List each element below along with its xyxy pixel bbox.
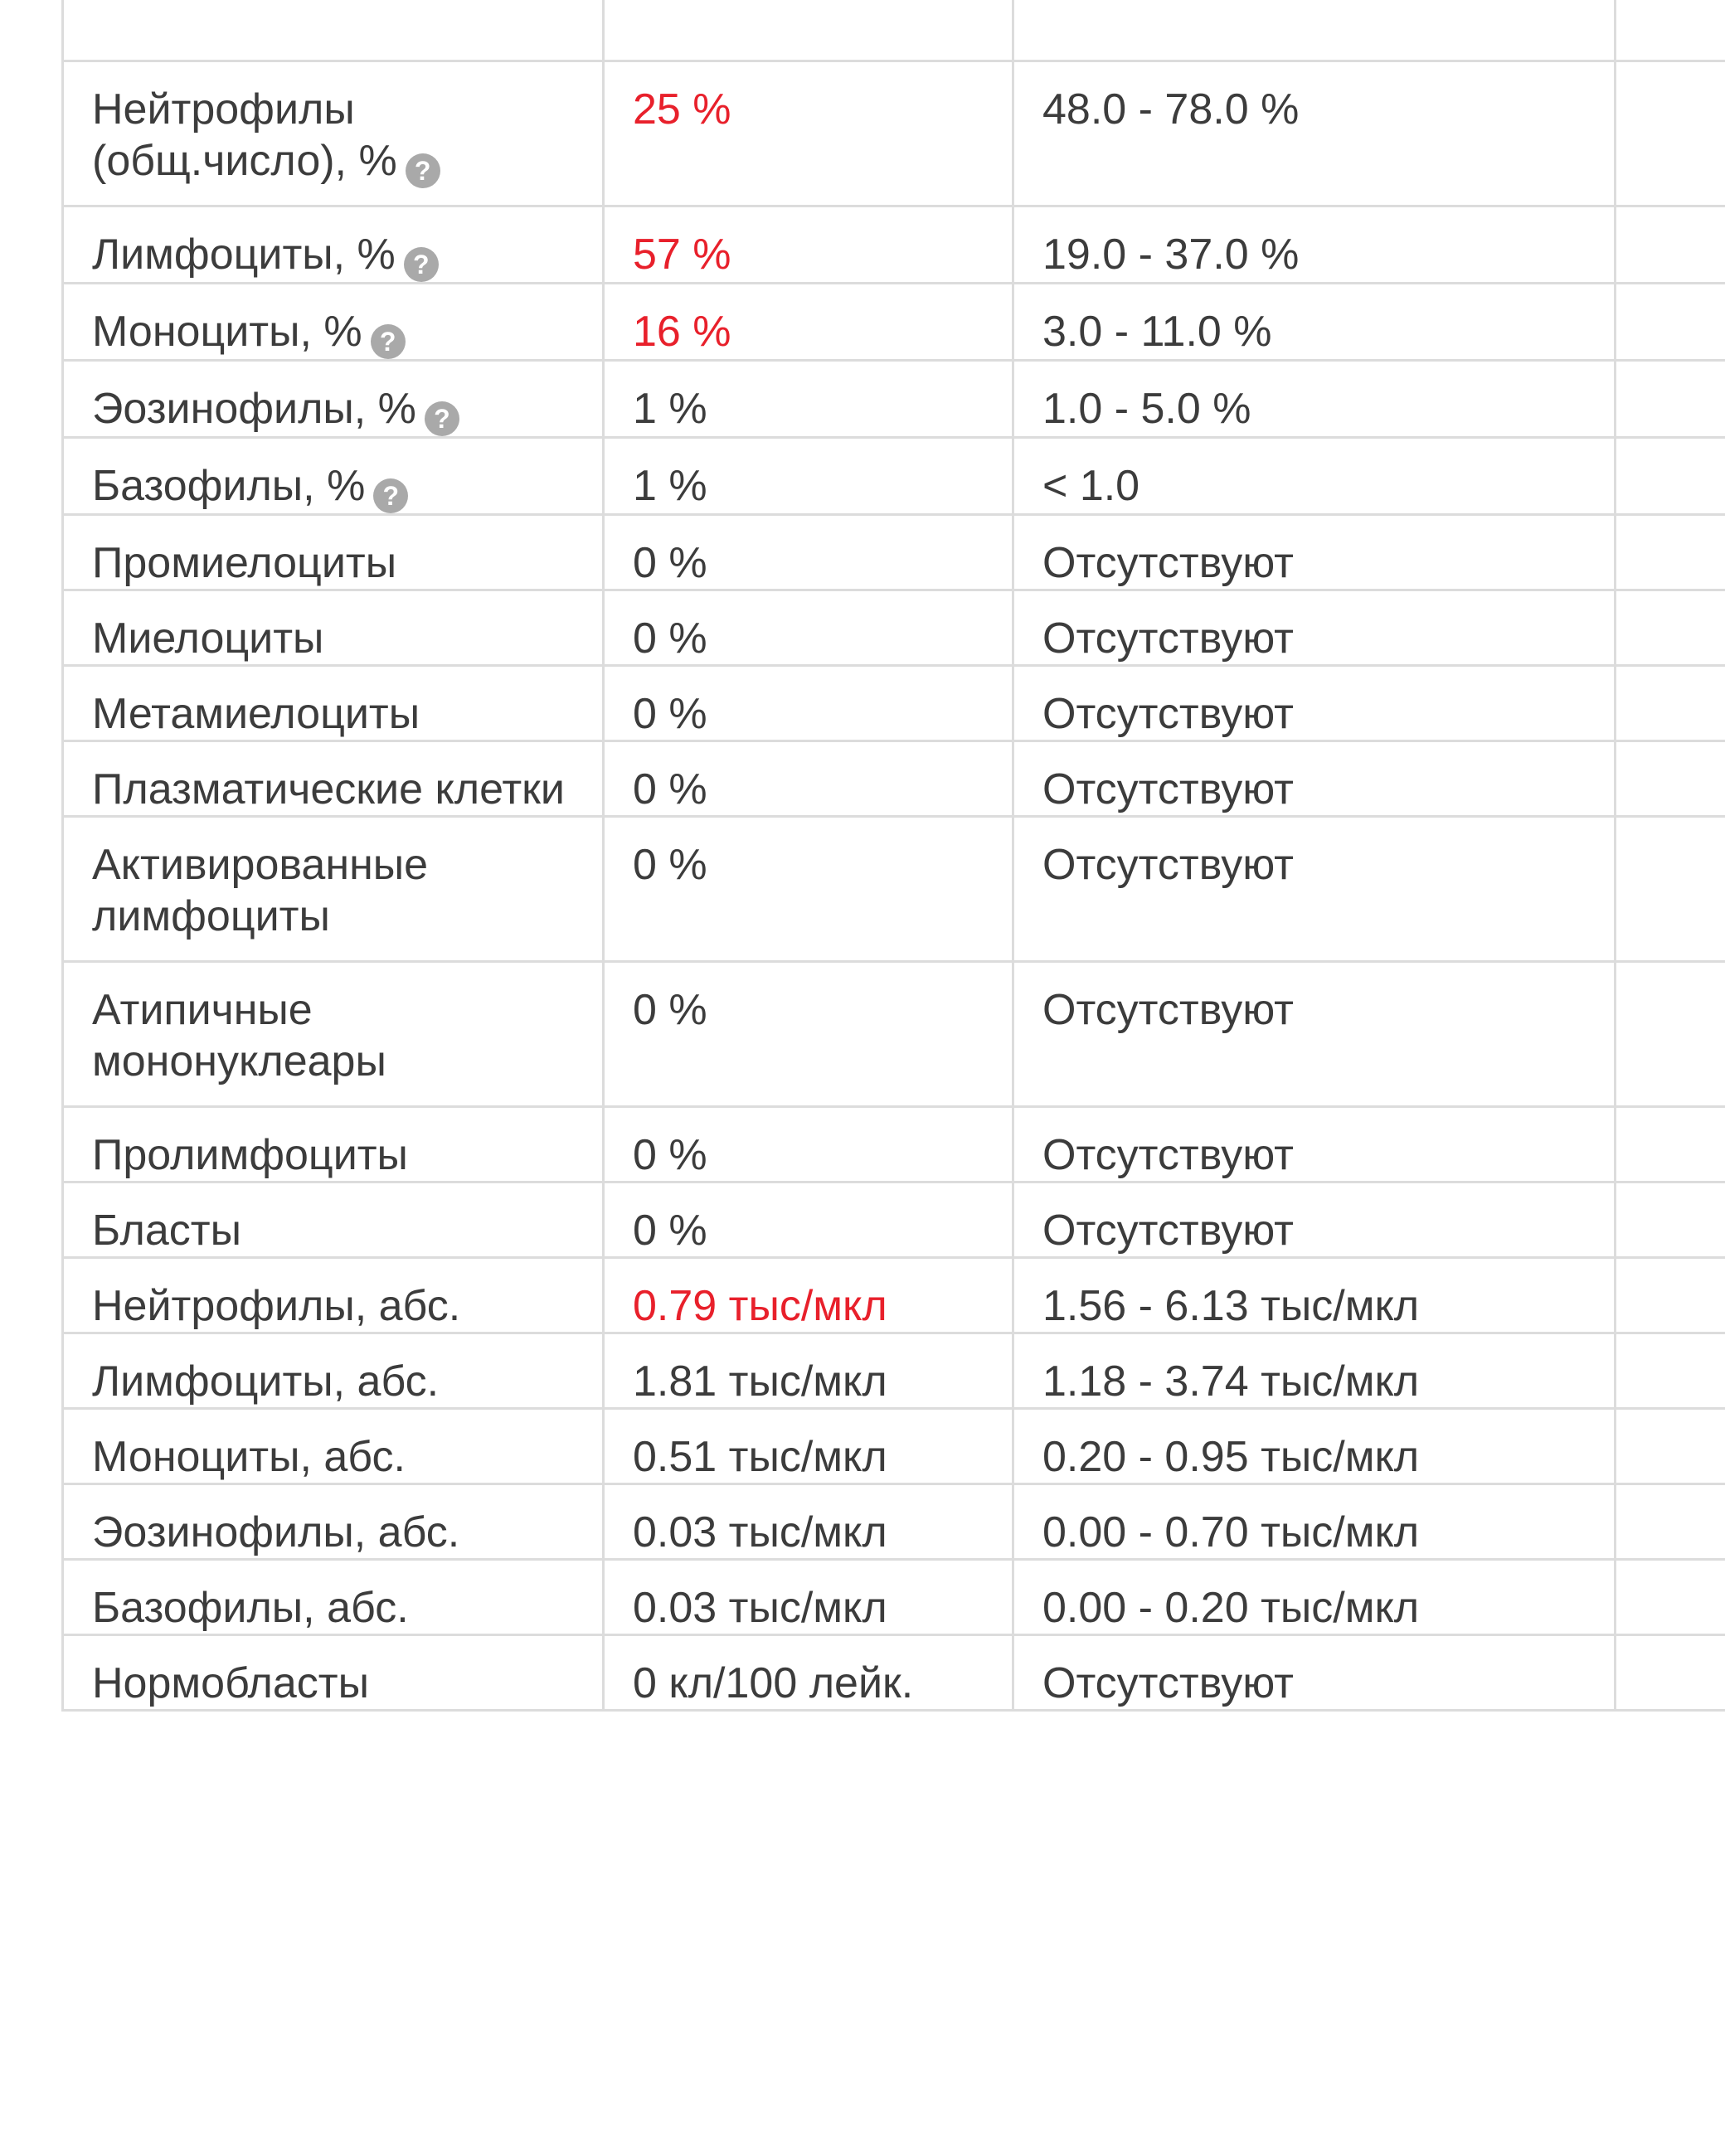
- reference-range: 19.0 - 37.0 %: [1013, 206, 1616, 284]
- result-value: 0.03 тыс/мкл: [604, 1560, 1013, 1635]
- cell-name: [63, 206, 604, 284]
- results-table: [61, 0, 1725, 1712]
- analyte-name: Моноциты, %: [92, 308, 362, 356]
- cell-name: [63, 590, 604, 666]
- table-row: [63, 361, 1725, 438]
- cell-extra: [1616, 0, 1725, 61]
- cell-name: [63, 361, 604, 438]
- table-row: [63, 817, 1725, 962]
- cell-extra: [1616, 590, 1725, 666]
- reference-range: Отсутствуют: [1013, 1182, 1616, 1258]
- abnormal-value: 16 %: [604, 284, 1013, 361]
- help-icon[interactable]: ?: [406, 153, 440, 188]
- reference-range: Отсутствуют: [1013, 1635, 1616, 1711]
- abnormal-value: 57 %: [604, 206, 1013, 284]
- table-row: [63, 284, 1725, 361]
- analyte-name: Базофилы, абс.: [92, 1584, 409, 1632]
- table-row: [63, 741, 1725, 817]
- analyte-name: Плазматические клетки: [92, 765, 565, 813]
- reference-range: 1.56 - 6.13 тыс/мкл: [1013, 1258, 1616, 1333]
- reference-range: 0.00 - 0.20 тыс/мкл: [1013, 1560, 1616, 1635]
- cell-extra: [1616, 206, 1725, 284]
- cell-extra: [1616, 361, 1725, 438]
- table-row: [63, 590, 1725, 666]
- reference-range: 48.0 - 78.0 %: [1013, 61, 1616, 206]
- cell-name: [63, 1333, 604, 1409]
- reference-range: Отсутствуют: [1013, 741, 1616, 817]
- cell-name: [63, 962, 604, 1107]
- result-value: 1 %: [604, 361, 1013, 438]
- cell-reference: [1013, 0, 1616, 61]
- table-row: [63, 1560, 1725, 1635]
- result-value: 1.81 тыс/мкл: [604, 1333, 1013, 1409]
- table-row-partial: [63, 0, 1725, 61]
- result-value: 0 %: [604, 590, 1013, 666]
- help-icon[interactable]: ?: [371, 324, 406, 359]
- result-value: 1 %: [604, 438, 1013, 515]
- table-row: [63, 438, 1725, 515]
- cell-extra: [1616, 1484, 1725, 1560]
- cell-name: [63, 284, 604, 361]
- result-value: 0 %: [604, 817, 1013, 962]
- help-icon[interactable]: ?: [373, 478, 408, 513]
- cell-extra: [1616, 1182, 1725, 1258]
- analyte-name: Метамиелоциты: [92, 690, 420, 738]
- analyte-name: Атипичные мононуклеары: [92, 986, 386, 1085]
- analyte-name: Лимфоциты, %: [92, 231, 396, 279]
- cell-extra: [1616, 1560, 1725, 1635]
- cell-name: [63, 515, 604, 590]
- cell-name: [63, 666, 604, 741]
- cell-name: [63, 1107, 604, 1182]
- cell-extra: [1616, 962, 1725, 1107]
- cell-extra: [1616, 1409, 1725, 1484]
- reference-range: Отсутствуют: [1013, 666, 1616, 741]
- table-row: [63, 1409, 1725, 1484]
- abnormal-value: 0.79 тыс/мкл: [604, 1258, 1013, 1333]
- result-value: 0 %: [604, 1107, 1013, 1182]
- table-row: [63, 666, 1725, 741]
- table-row: [63, 1635, 1725, 1711]
- cell-name: [63, 1635, 604, 1711]
- cell-name: [63, 1258, 604, 1333]
- cell-extra: [1616, 1107, 1725, 1182]
- cell-extra: [1616, 438, 1725, 515]
- cell-name: [63, 1182, 604, 1258]
- result-value: 0 %: [604, 1182, 1013, 1258]
- analyte-name: Миелоциты: [92, 614, 324, 663]
- table-row: [63, 61, 1725, 206]
- table-row: [63, 1182, 1725, 1258]
- help-icon[interactable]: ?: [425, 401, 459, 436]
- cell-extra: [1616, 817, 1725, 962]
- result-value: 0 %: [604, 741, 1013, 817]
- analyte-name: Нейтрофилы (общ.число), %: [92, 85, 397, 185]
- result-value: 0.51 тыс/мкл: [604, 1409, 1013, 1484]
- cell-name: [63, 61, 604, 206]
- analyte-name: Базофилы, %: [92, 462, 366, 510]
- table-row: [63, 1107, 1725, 1182]
- cell-name: [63, 817, 604, 962]
- result-value: 0.03 тыс/мкл: [604, 1484, 1013, 1560]
- table-row: [63, 1484, 1725, 1560]
- reference-range: Отсутствуют: [1013, 515, 1616, 590]
- analyte-name: Нормобласты: [92, 1659, 369, 1707]
- result-value: 0 %: [604, 666, 1013, 741]
- cell-name: [63, 1409, 604, 1484]
- reference-range: 0.20 - 0.95 тыс/мкл: [1013, 1409, 1616, 1484]
- cell-extra: [1616, 284, 1725, 361]
- reference-range: 3.0 - 11.0 %: [1013, 284, 1616, 361]
- table-row: [63, 1333, 1725, 1409]
- cell-extra: [1616, 515, 1725, 590]
- cell-extra: [1616, 666, 1725, 741]
- analyte-name: Лимфоциты, абс.: [92, 1357, 440, 1406]
- results-table-body: [63, 0, 1725, 1711]
- analyte-name: Эозинофилы, абс.: [92, 1508, 460, 1556]
- result-value: 0 кл/100 лейк.: [604, 1635, 1013, 1711]
- cell-extra: [1616, 61, 1725, 206]
- reference-range: < 1.0: [1013, 438, 1616, 515]
- cell-name: [63, 1484, 604, 1560]
- table-row: [63, 206, 1725, 284]
- abnormal-value: 25 %: [604, 61, 1013, 206]
- reference-range: 1.18 - 3.74 тыс/мкл: [1013, 1333, 1616, 1409]
- cell-extra: [1616, 1635, 1725, 1711]
- analyte-name: Бласты: [92, 1207, 241, 1255]
- cell-extra: [1616, 1258, 1725, 1333]
- analyte-name: Эозинофилы, %: [92, 385, 416, 433]
- analyte-name: Промиелоциты: [92, 539, 397, 587]
- result-value: 0 %: [604, 962, 1013, 1107]
- reference-range: Отсутствуют: [1013, 817, 1616, 962]
- result-value: 0 %: [604, 515, 1013, 590]
- reference-range: 1.0 - 5.0 %: [1013, 361, 1616, 438]
- analyte-name: Моноциты, абс.: [92, 1433, 406, 1481]
- reference-range: Отсутствуют: [1013, 1107, 1616, 1182]
- cell-extra: [1616, 1333, 1725, 1409]
- cell-name: [63, 741, 604, 817]
- cell-extra: [1616, 741, 1725, 817]
- table-row: [63, 962, 1725, 1107]
- cell-value: [604, 0, 1013, 61]
- reference-range: 0.00 - 0.70 тыс/мкл: [1013, 1484, 1616, 1560]
- help-icon[interactable]: ?: [404, 247, 439, 282]
- table-row: [63, 515, 1725, 590]
- analyte-name: Активированные лимфоциты: [92, 841, 429, 940]
- cell-name: [63, 1560, 604, 1635]
- cell-name: [63, 0, 604, 61]
- analyte-name: Нейтрофилы, абс.: [92, 1282, 461, 1330]
- reference-range: Отсутствуют: [1013, 962, 1616, 1107]
- analyte-name: Пролимфоциты: [92, 1131, 408, 1179]
- table-row: [63, 1258, 1725, 1333]
- reference-range: Отсутствуют: [1013, 590, 1616, 666]
- cell-name: [63, 438, 604, 515]
